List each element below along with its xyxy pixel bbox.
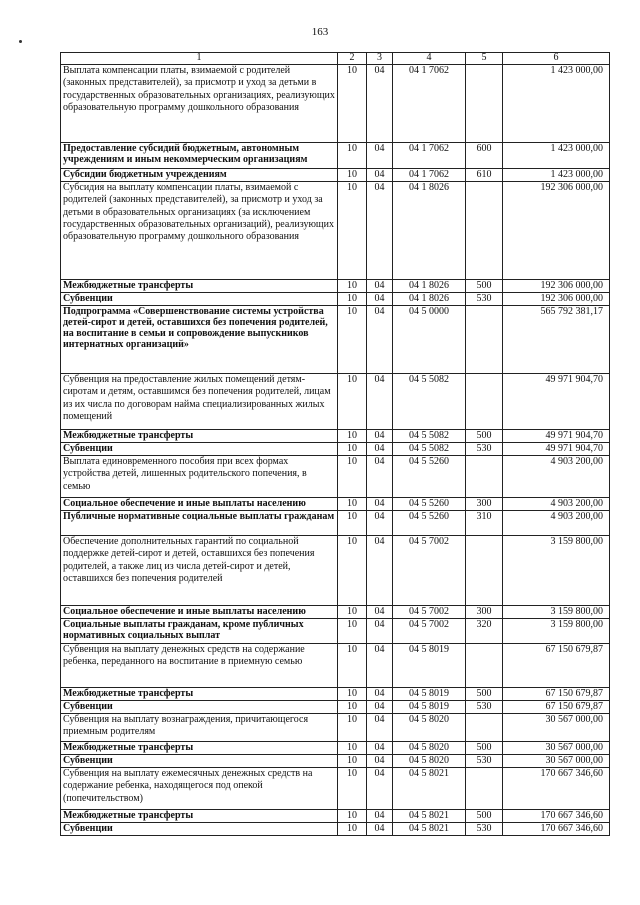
expense-type-cell	[466, 644, 503, 688]
amount-cell: 170 667 346,60	[503, 823, 610, 836]
amount-cell: 1 423 000,00	[503, 169, 610, 182]
expense-type-cell: 300	[466, 606, 503, 619]
target-article-cell: 04 5 8020	[393, 755, 466, 768]
row-name-cell: Выплата единовременного пособия при всех формах устройства детей, лишенных родительского попечения, в семью	[61, 456, 338, 498]
section-code-cell: 10	[338, 443, 367, 456]
header-col-3: 3	[367, 53, 393, 65]
subsection-code-cell: 04	[367, 701, 393, 714]
amount-cell: 170 667 346,60	[503, 768, 610, 810]
amount-cell: 30 567 000,00	[503, 714, 610, 742]
expense-type-cell: 300	[466, 498, 503, 511]
table-row	[61, 644, 610, 688]
section-code-cell: 10	[338, 644, 367, 688]
subsection-code-cell: 04	[367, 443, 393, 456]
target-article-cell: 04 5 5260	[393, 511, 466, 536]
target-article-cell: 04 1 8026	[393, 280, 466, 293]
amount-cell: 3 159 800,00	[503, 619, 610, 644]
section-code-cell: 10	[338, 768, 367, 810]
amount-cell: 30 567 000,00	[503, 742, 610, 755]
subsection-code-cell: 04	[367, 430, 393, 443]
subsection-code-cell: 04	[367, 768, 393, 810]
expense-type-cell	[466, 714, 503, 742]
table-row	[61, 755, 610, 768]
row-name-cell: Субвенции	[61, 293, 338, 306]
row-name-cell: Субвенция на предоставление жилых помещений детям-сиротам и детям, оставшимся без попечения родителей, лицам из их числа по договорам найма специализированных жилых помещений	[61, 374, 338, 430]
amount-cell: 4 903 200,00	[503, 498, 610, 511]
expense-type-cell: 530	[466, 443, 503, 456]
table-row	[61, 169, 610, 182]
table-header-row	[61, 53, 610, 65]
section-code-cell: 10	[338, 169, 367, 182]
amount-cell: 192 306 000,00	[503, 280, 610, 293]
section-code-cell: 10	[338, 511, 367, 536]
table-row	[61, 714, 610, 742]
expense-type-cell	[466, 768, 503, 810]
table-row	[61, 511, 610, 536]
table-row	[61, 742, 610, 755]
table-row	[61, 293, 610, 306]
row-name-cell: Подпрограмма «Совершенствование системы устройства детей-сирот и детей, оставшихся без попечения родителей, на воспитание в семьи и сопровождение выпускников интернатных организаций»	[61, 306, 338, 374]
subsection-code-cell: 04	[367, 293, 393, 306]
expense-type-cell: 500	[466, 688, 503, 701]
target-article-cell: 04 5 5082	[393, 374, 466, 430]
header-col-2: 2	[338, 53, 367, 65]
subsection-code-cell: 04	[367, 536, 393, 606]
amount-cell: 565 792 381,17	[503, 306, 610, 374]
table-row	[61, 374, 610, 430]
row-name-cell: Субвенции	[61, 701, 338, 714]
amount-cell: 4 903 200,00	[503, 511, 610, 536]
target-article-cell: 04 5 5260	[393, 498, 466, 511]
section-code-cell: 10	[338, 182, 367, 280]
target-article-cell: 04 5 8021	[393, 823, 466, 836]
table-row	[61, 498, 610, 511]
table-row	[61, 430, 610, 443]
section-code-cell: 10	[338, 306, 367, 374]
table-row	[61, 443, 610, 456]
header-col-6: 6	[503, 53, 610, 65]
target-article-cell: 04 5 7002	[393, 619, 466, 644]
amount-cell: 4 903 200,00	[503, 456, 610, 498]
row-name-cell: Обеспечение дополнительных гарантий по социальной поддержке детей-сирот и детей, оставшихся без попечения родителей, а также лиц из числа детей-сирот и детей, оставшихся без попечения родителей	[61, 536, 338, 606]
subsection-code-cell: 04	[367, 619, 393, 644]
row-name-cell: Субвенция на выплату ежемесячных денежных средств на содержание ребенка, находящегося под опекой (попечительством)	[61, 768, 338, 810]
table-body	[61, 65, 610, 836]
target-article-cell: 04 1 7062	[393, 169, 466, 182]
amount-cell: 67 150 679,87	[503, 701, 610, 714]
subsection-code-cell: 04	[367, 823, 393, 836]
section-code-cell: 10	[338, 143, 367, 169]
subsection-code-cell: 04	[367, 511, 393, 536]
table-row	[61, 143, 610, 169]
subsection-code-cell: 04	[367, 606, 393, 619]
section-code-cell: 10	[338, 536, 367, 606]
expense-type-cell: 320	[466, 619, 503, 644]
table-row	[61, 606, 610, 619]
section-code-cell: 10	[338, 498, 367, 511]
scan-speck	[19, 40, 22, 43]
section-code-cell: 10	[338, 742, 367, 755]
amount-cell: 67 150 679,87	[503, 644, 610, 688]
subsection-code-cell: 04	[367, 688, 393, 701]
row-name-cell: Межбюджетные трансферты	[61, 688, 338, 701]
amount-cell: 1 423 000,00	[503, 143, 610, 169]
target-article-cell: 04 5 5082	[393, 443, 466, 456]
section-code-cell: 10	[338, 714, 367, 742]
expense-type-cell: 530	[466, 755, 503, 768]
table-row	[61, 768, 610, 810]
expense-type-cell	[466, 65, 503, 143]
expense-type-cell	[466, 374, 503, 430]
target-article-cell: 04 1 7062	[393, 65, 466, 143]
section-code-cell: 10	[338, 430, 367, 443]
subsection-code-cell: 04	[367, 182, 393, 280]
row-name-cell: Субсидии бюджетным учреждениям	[61, 169, 338, 182]
subsection-code-cell: 04	[367, 742, 393, 755]
target-article-cell: 04 5 8020	[393, 742, 466, 755]
target-article-cell: 04 5 8019	[393, 701, 466, 714]
amount-cell: 192 306 000,00	[503, 182, 610, 280]
amount-cell: 1 423 000,00	[503, 65, 610, 143]
row-name-cell: Социальное обеспечение и иные выплаты населению	[61, 498, 338, 511]
expense-type-cell: 530	[466, 293, 503, 306]
table-row	[61, 280, 610, 293]
header-col-1: 1	[61, 53, 338, 65]
subsection-code-cell: 04	[367, 306, 393, 374]
header-col-5: 5	[466, 53, 503, 65]
subsection-code-cell: 04	[367, 143, 393, 169]
table-row	[61, 688, 610, 701]
table-row	[61, 65, 610, 143]
row-name-cell: Субвенции	[61, 823, 338, 836]
page-number: 163	[311, 26, 329, 38]
expense-type-cell: 600	[466, 143, 503, 169]
section-code-cell: 10	[338, 65, 367, 143]
row-name-cell: Публичные нормативные социальные выплаты гражданам	[61, 511, 338, 536]
table-row	[61, 810, 610, 823]
amount-cell: 49 971 904,70	[503, 443, 610, 456]
row-name-cell: Субвенции	[61, 443, 338, 456]
amount-cell: 49 971 904,70	[503, 430, 610, 443]
table-row	[61, 619, 610, 644]
expense-type-cell: 500	[466, 280, 503, 293]
expense-type-cell: 530	[466, 823, 503, 836]
table-row	[61, 182, 610, 280]
expense-type-cell: 610	[466, 169, 503, 182]
target-article-cell: 04 5 7002	[393, 536, 466, 606]
row-name-cell: Межбюджетные трансферты	[61, 742, 338, 755]
expense-type-cell: 310	[466, 511, 503, 536]
row-name-cell: Субвенции	[61, 755, 338, 768]
row-name-cell: Межбюджетные трансферты	[61, 430, 338, 443]
expense-type-cell	[466, 182, 503, 280]
amount-cell: 192 306 000,00	[503, 293, 610, 306]
section-code-cell: 10	[338, 823, 367, 836]
expense-type-cell: 530	[466, 701, 503, 714]
target-article-cell: 04 5 5082	[393, 430, 466, 443]
expense-type-cell	[466, 306, 503, 374]
row-name-cell: Межбюджетные трансферты	[61, 280, 338, 293]
section-code-cell: 10	[338, 293, 367, 306]
subsection-code-cell: 04	[367, 714, 393, 742]
row-name-cell: Межбюджетные трансферты	[61, 810, 338, 823]
row-name-cell: Предоставление субсидий бюджетным, автономным учреждениям и иным некоммерческим организациям	[61, 143, 338, 169]
expense-type-cell: 500	[466, 810, 503, 823]
amount-cell: 30 567 000,00	[503, 755, 610, 768]
subsection-code-cell: 04	[367, 280, 393, 293]
section-code-cell: 10	[338, 456, 367, 498]
section-code-cell: 10	[338, 280, 367, 293]
expense-type-cell: 500	[466, 742, 503, 755]
expense-type-cell	[466, 456, 503, 498]
amount-cell: 170 667 346,60	[503, 810, 610, 823]
target-article-cell: 04 5 8021	[393, 768, 466, 810]
expense-type-cell	[466, 536, 503, 606]
subsection-code-cell: 04	[367, 169, 393, 182]
subsection-code-cell: 04	[367, 498, 393, 511]
subsection-code-cell: 04	[367, 65, 393, 143]
subsection-code-cell: 04	[367, 456, 393, 498]
amount-cell: 3 159 800,00	[503, 536, 610, 606]
expense-type-cell: 500	[466, 430, 503, 443]
target-article-cell: 04 1 7062	[393, 143, 466, 169]
table-row	[61, 306, 610, 374]
row-name-cell: Социальное обеспечение и иные выплаты населению	[61, 606, 338, 619]
section-code-cell: 10	[338, 374, 367, 430]
section-code-cell: 10	[338, 606, 367, 619]
amount-cell: 67 150 679,87	[503, 688, 610, 701]
target-article-cell: 04 5 7002	[393, 606, 466, 619]
table-row	[61, 456, 610, 498]
budget-table	[60, 52, 610, 836]
table-row	[61, 536, 610, 606]
section-code-cell: 10	[338, 619, 367, 644]
subsection-code-cell: 04	[367, 755, 393, 768]
target-article-cell: 04 5 8020	[393, 714, 466, 742]
amount-cell: 3 159 800,00	[503, 606, 610, 619]
section-code-cell: 10	[338, 755, 367, 768]
target-article-cell: 04 1 8026	[393, 182, 466, 280]
target-article-cell: 04 5 5260	[393, 456, 466, 498]
target-article-cell: 04 5 8019	[393, 688, 466, 701]
section-code-cell: 10	[338, 701, 367, 714]
amount-cell: 49 971 904,70	[503, 374, 610, 430]
row-name-cell: Субвенция на выплату денежных средств на содержание ребенка, переданного на воспитание в приемную семью	[61, 644, 338, 688]
header-col-4: 4	[393, 53, 466, 65]
subsection-code-cell: 04	[367, 644, 393, 688]
section-code-cell: 10	[338, 810, 367, 823]
row-name-cell: Субсидия на выплату компенсации платы, взимаемой с родителей (законных представителей), за присмотр и уход за детьми в образовательных организациях (за исключением государственных образовательных организаций), реализующих образовательную программу дошкольного образования	[61, 182, 338, 280]
subsection-code-cell: 04	[367, 374, 393, 430]
target-article-cell: 04 5 8021	[393, 810, 466, 823]
target-article-cell: 04 5 8019	[393, 644, 466, 688]
target-article-cell: 04 5 0000	[393, 306, 466, 374]
row-name-cell: Выплата компенсации платы, взимаемой с родителей (законных представителей), за присмотр и уход за детьми в государственных образовательных организациях, реализующих образовательную программу дошкольного образования	[61, 65, 338, 143]
target-article-cell: 04 1 8026	[393, 293, 466, 306]
row-name-cell: Социальные выплаты гражданам, кроме публичных нормативных социальных выплат	[61, 619, 338, 644]
table-row	[61, 823, 610, 836]
section-code-cell: 10	[338, 688, 367, 701]
subsection-code-cell: 04	[367, 810, 393, 823]
row-name-cell: Субвенция на выплату вознаграждения, причитающегося приемным родителям	[61, 714, 338, 742]
table-row	[61, 701, 610, 714]
